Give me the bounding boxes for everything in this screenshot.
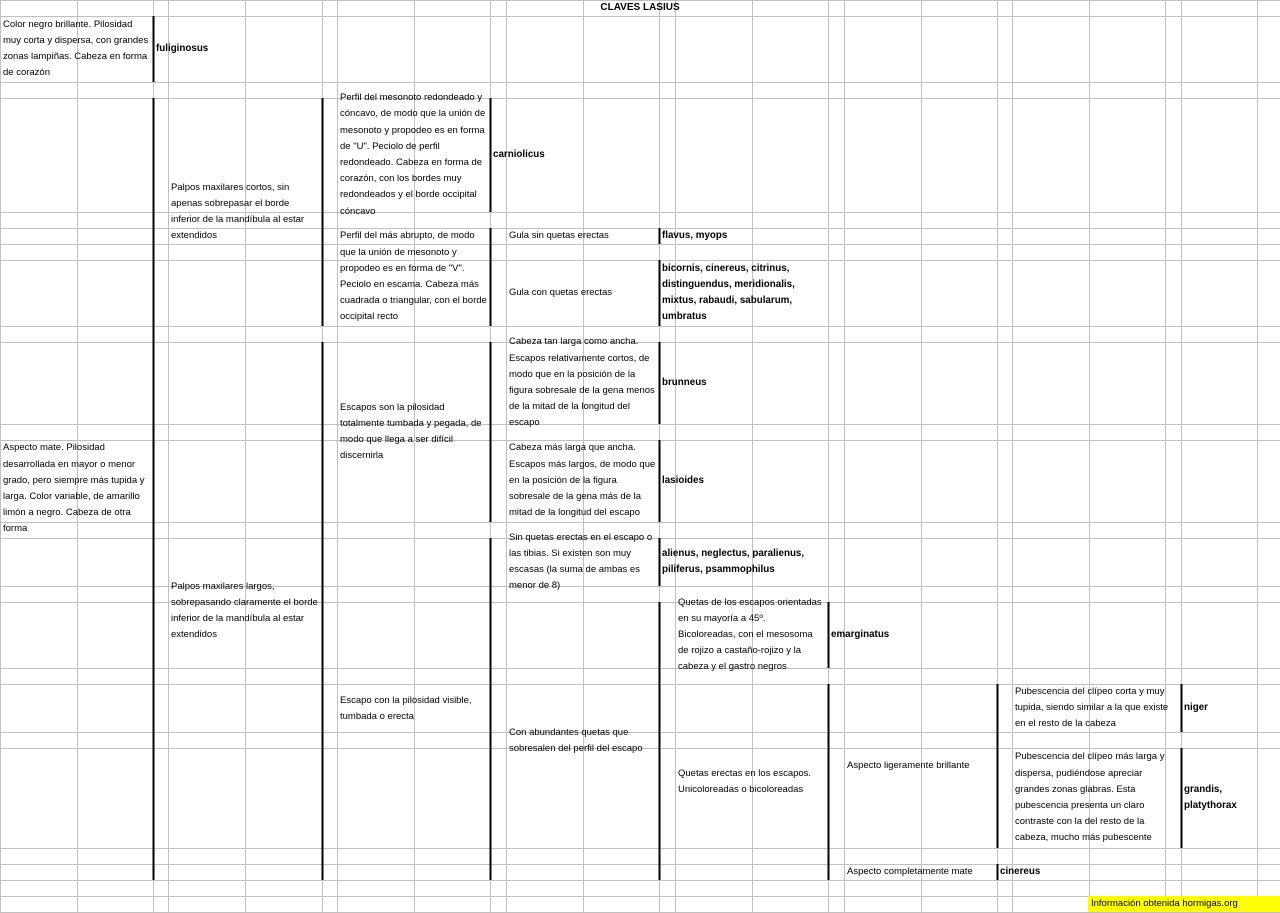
key-16-text: Quetas erectas en los escapos. Unicoloreadas o bicoloreadas xyxy=(678,767,812,795)
key-20-text: Pubescencia del clípeo más larga y dispersa, pudiéndose apreciar grandes zonas glabras. Esta pubescencia presenta un claro contraste con la del resto de la cabeza, mucho más pubescente xyxy=(1015,751,1165,844)
species-grandis-platythorax[interactable] xyxy=(1181,748,1280,848)
species-label: brunneus xyxy=(662,376,707,388)
species-label: bicornis, cinereus, citrinus, distinguendus, meridionalis, mixtus, rabaudi, sabularum, umbratus xyxy=(662,262,795,323)
key-8-cell[interactable] xyxy=(506,260,659,326)
key-17-text: Aspecto ligeramente brillante xyxy=(847,759,970,771)
species-label: fuliginosus xyxy=(156,42,209,54)
species-emarginatus[interactable] xyxy=(828,602,998,668)
key-10-cell[interactable] xyxy=(337,538,490,880)
key-6-text: Perfil del más abrupto, de modo que la unión de mesonoto y propodeo es en forma de "V". Peciolo en escama. Cabeza más cuadrada o triangular, con el borde occipital recto xyxy=(340,230,487,323)
key-5-cell[interactable] xyxy=(337,92,490,217)
key-15-cell[interactable] xyxy=(675,596,828,673)
key-12-text: Cabeza más larga que ancha. Escapos más largos, de modo que en la posición de la figura sobresale de la gena más de la mitad de la longitud del escapo xyxy=(509,442,656,519)
key-10-text: Escapo con la pilosidad visible, tumbada o erecta xyxy=(340,694,472,722)
key-15-text: Quetas de los escapos orientadas en su mayoría a 45º. Bicoloreadas, con el mesosoma de rojizo a castaño-rojizo y la cabeza y el gastro negros xyxy=(678,596,822,673)
species-flavus-myops[interactable] xyxy=(659,228,829,244)
species-label: cinereus xyxy=(1000,865,1041,877)
species-label: niger xyxy=(1184,701,1208,713)
key-8-text: Gula con quetas erectas xyxy=(509,286,612,298)
key-3-cell[interactable] xyxy=(168,98,322,326)
key-9-cell[interactable] xyxy=(337,342,490,522)
key-19-cell[interactable] xyxy=(1012,684,1180,732)
key-11-cell[interactable] xyxy=(506,336,659,429)
species-carniolicus[interactable] xyxy=(490,98,658,212)
key-16-cell[interactable] xyxy=(675,684,828,880)
species-label: lasioides xyxy=(662,474,704,486)
key-4-cell[interactable] xyxy=(168,342,322,880)
species-label: carniolicus xyxy=(493,148,545,160)
key-17-cell[interactable] xyxy=(844,684,997,848)
key-1-cell[interactable] xyxy=(0,16,153,82)
source-note xyxy=(1088,896,1280,912)
species-label: alienus, neglectus, paralienus, piliferus, psammophilus xyxy=(662,547,805,575)
key-19-text: Pubescencia del clípeo corta y muy tupida, siendo similar a la que existe en el resto de la cabeza xyxy=(1015,685,1169,730)
key-6-cell[interactable] xyxy=(337,228,490,326)
species-niger[interactable] xyxy=(1181,684,1280,732)
key-1-text: Color negro brillante. Pilosidad muy corta y dispersa, con grandes zonas lampiñas. Cabeza en forma de corazón xyxy=(3,18,149,79)
key-18-cell[interactable] xyxy=(844,864,997,880)
key-7-cell[interactable] xyxy=(506,228,659,244)
key-20-cell[interactable] xyxy=(1012,748,1180,848)
key-2-text: Aspecto mate. Pilosidad desarrollada en mayor o menor grado, pero siempre más tupida y larga. Color variable, de amarillo limón a negro. Cabeza de otra forma xyxy=(3,442,145,535)
sheet-title: CLAVES LASIUS xyxy=(600,2,680,13)
key-4-text: Palpos maxilares largos, sobrepasando claramente el borde inferior de la mandíbula al estar extendidos xyxy=(171,580,318,641)
key-9-text: Escapos son la pilosidad totalmente tumbada y pegada, de modo que llega a ser difícil discernirla xyxy=(340,401,482,462)
key-13-text: Sin quetas erectas en el escapo o las tibias. Si existen son muy escasas (la suma de ambas es menor de 8) xyxy=(509,531,653,592)
key-11-text: Cabeza tan larga como ancha. Escapos relativamente cortos, de modo que en la posición de la figura sobresale de la gena menos de la mitad de la longitud del escapo xyxy=(509,336,655,429)
key-5-text: Perfil del mesonoto redondeado y cóncavo, de modo que la unión de mesonoto y propodeo es en forma de "U". Peciolo de perfil redondeado. Cabeza en forma de corazón, con los bordes muy redondeados y el borde occipital cóncavo xyxy=(340,92,486,217)
key-14-cell[interactable] xyxy=(506,602,659,880)
key-12-cell[interactable] xyxy=(506,440,659,522)
key-3-text: Palpos maxilares cortos, sin apenas sobrepasar el borde inferior de la mandíbula al estar extendidos xyxy=(171,181,305,242)
species-label: flavus, myops xyxy=(662,229,728,241)
species-label: emarginatus xyxy=(831,628,890,640)
key-13-cell[interactable] xyxy=(506,531,659,592)
species-lasioides[interactable] xyxy=(659,440,829,522)
species-cinereus[interactable] xyxy=(997,864,1167,880)
key-18-text: Aspecto completamente mate xyxy=(847,865,973,877)
species-bicornis-group[interactable] xyxy=(659,260,829,326)
species-fuliginosus[interactable] xyxy=(153,16,245,82)
species-label: grandis, platythorax xyxy=(1184,783,1237,811)
species-brunneus[interactable] xyxy=(659,342,829,424)
source-note-text: Información obtenida hormigas.org xyxy=(1091,897,1238,909)
key-2-cell[interactable] xyxy=(0,98,153,880)
key-7-text: Gula sin quetas erectas xyxy=(509,229,609,241)
key-14-text: Con abundantes quetas que sobresalen del perfil del escapo xyxy=(509,726,643,754)
species-alienus-group[interactable] xyxy=(659,538,829,586)
